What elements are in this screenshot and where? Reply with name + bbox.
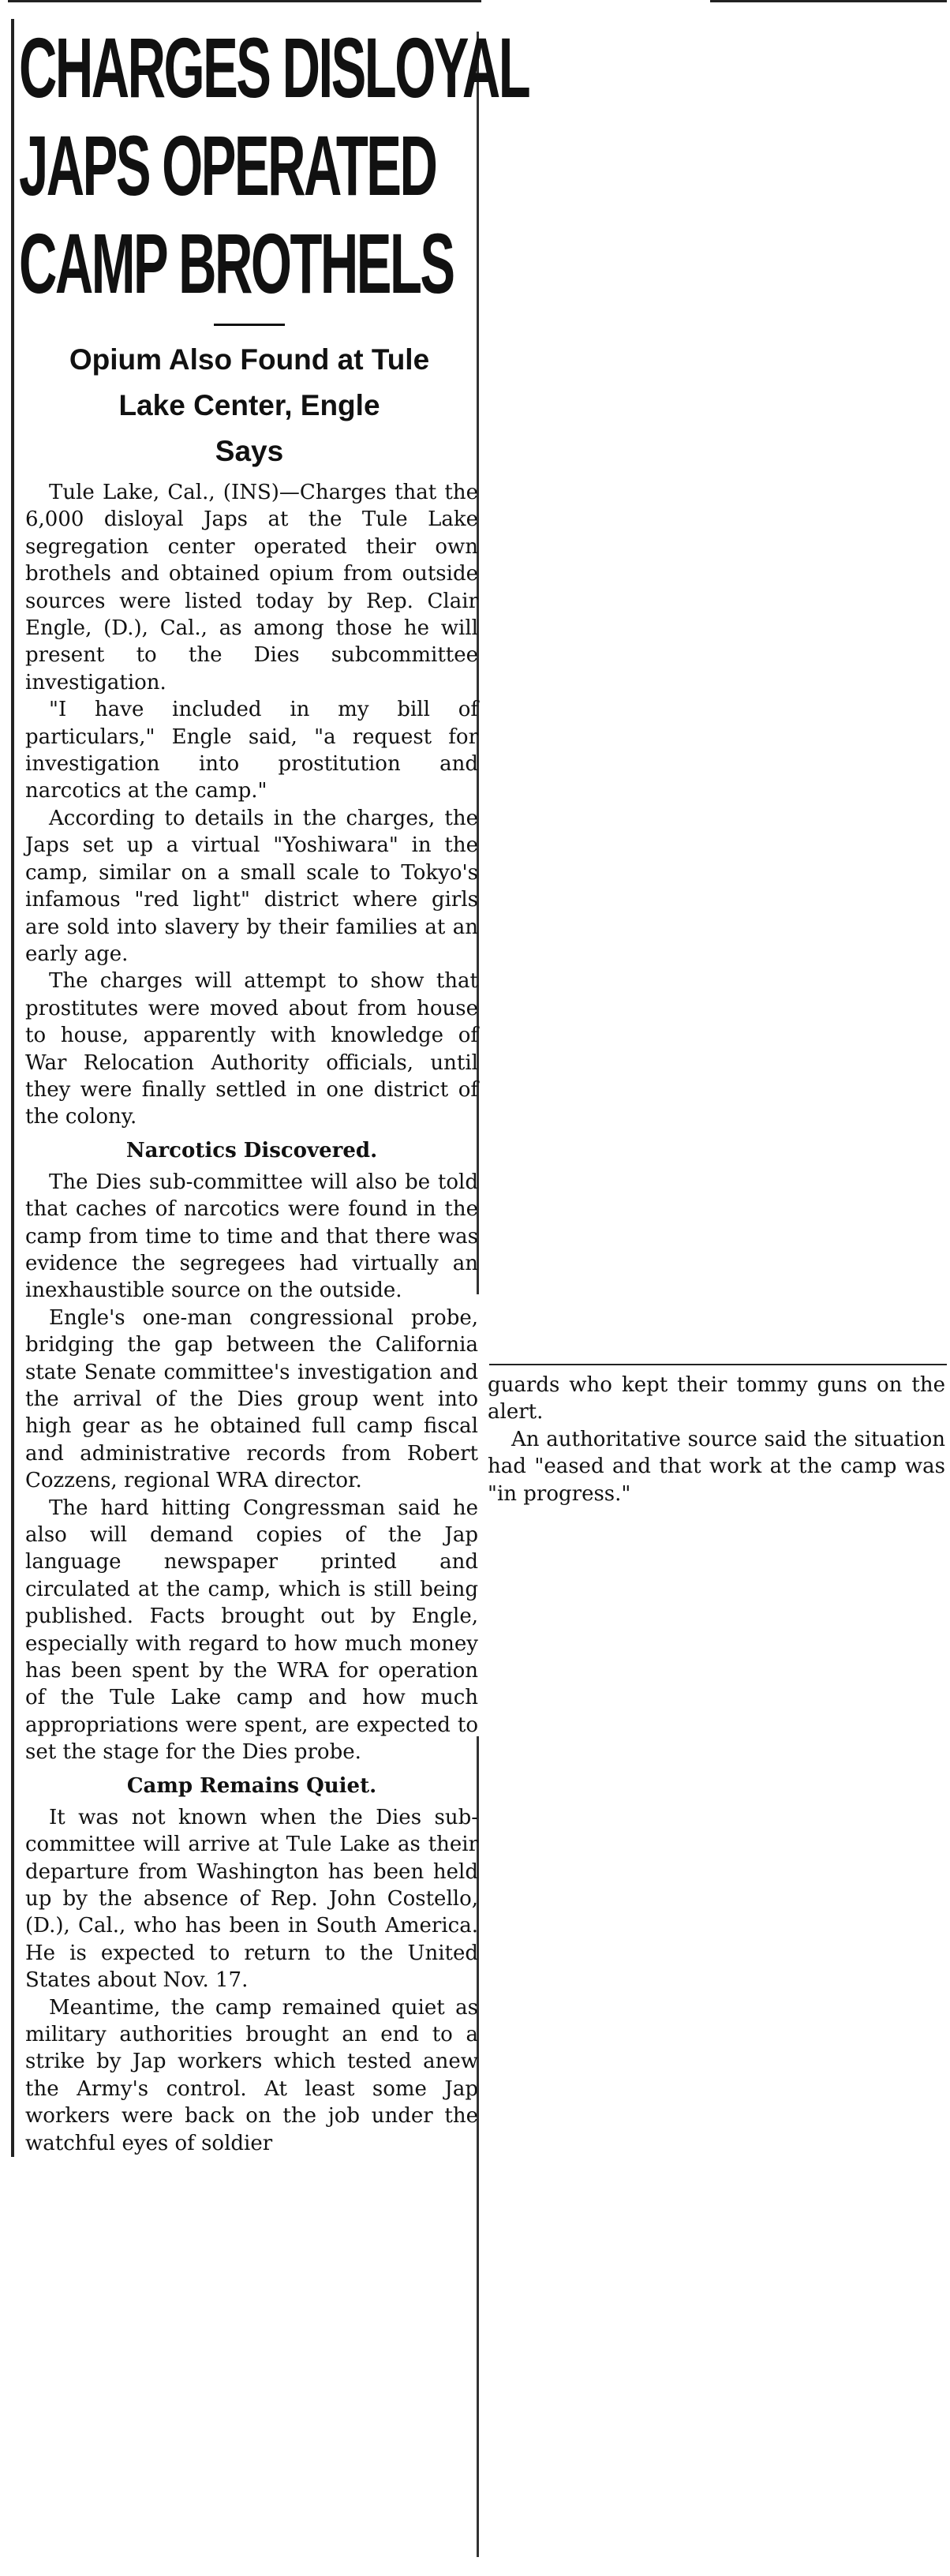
paragraph-dateline: Tule Lake, Cal., (INS)—Charges that the 6,000 disloyal Japs at the Tule Lake segregation center operated their own brothels and obtained opium from outside sources were listed today by Rep. Clair Engle, (D.), Cal., as among those he will present to the Dies subcommittee investigation. — [25, 481, 478, 695]
subheadline-line-3: Says — [215, 435, 284, 467]
paragraph-engle-probe: Engle's one-man congressional probe, bridging the gap between the California state Senate committee's investigation and the arrival of the Dies group went into high gear as he obtained full camp fiscal and administrative records from Robert Cozzens, regional WRA director. — [25, 1305, 478, 1493]
article-body — [14, 479, 484, 2157]
paragraph-continued: guards who kept their tommy guns on the alert. — [488, 1373, 945, 1425]
paragraph-congressman: The hard hitting Congressman said he also will demand copies of the Jap language newspaper printed and circulated at the camp, which is still being published. Facts brought out by Engle, especially with regard to how much money has been spent by the WRA for operation of the Tule Lake camp and how much appropriations were spent, are expected to set the stage for the Dies probe. — [25, 1496, 478, 1765]
continuation-rule — [489, 1364, 947, 1365]
headline-line-3: CAMP BROTHELS — [19, 215, 454, 311]
headline-divider — [214, 324, 285, 326]
paragraph-meantime: Meantime, the camp remained quiet as military authorities brought an end to a strike by Jap workers which tested anew the Army's control. At least some Jap workers were back on the job under the watchful eyes of soldier — [25, 1995, 478, 2155]
paragraph-narcotics: The Dies sub-committee will also be told that caches of narcotics were found in the camp from time to time and that there was evidence the segregees had virtually an inexhaustible source on the outside. — [25, 1170, 478, 1303]
section-heading-camp: Camp Remains Quiet. — [126, 1773, 377, 1798]
top-rule-right — [710, 0, 947, 2]
subheadline-line-2: Lake Center, Engle — [118, 389, 380, 421]
section-heading-narcotics: Narcotics Discovered. — [125, 1138, 378, 1163]
top-rule-left — [8, 0, 481, 2]
headline-line-1: CHARGES DISLOYAL — [19, 20, 529, 115]
headline-line-2: JAPS OPERATED — [19, 118, 436, 213]
paragraph-authoritative-source: An authoritative source said the situation had "eased and that work at the camp was "in progress." — [488, 1427, 945, 1506]
subheadline-line-1: Opium Also Found at Tule — [69, 343, 430, 376]
subheadline — [17, 337, 481, 474]
paragraph-dies-arrival: It was not known when the Dies sub-committee will arrive at Tule Lake as their departure from Washington has been held up by the absence of Rep. John Costello, (D.), Cal., who has been in South America. He is expected to return to the United States about Nov. 17. — [25, 1805, 478, 1993]
paragraph-quote: "I have included in my bill of particulars," Engle said, "a request for investigation into prostitution and narcotics at the camp." — [25, 698, 478, 803]
article-main-column — [11, 19, 529, 2157]
headline — [14, 19, 529, 313]
paragraph-yoshiwara: According to details in the charges, the Japs set up a virtual "Yoshiwara" in the camp, similar on a small scale to Tokyo's infamous "red light" district where girls are sold into slavery by their families at an early age. — [25, 806, 478, 966]
paragraph-prostitutes: The charges will attempt to show that prostitutes were moved about from house to house, apparently with knowledge of War Relocation Authority officials, until they were finally settled in one district of the colony. — [25, 969, 478, 1129]
continuation-body — [483, 1372, 945, 1507]
continuation-column — [483, 1372, 945, 1507]
